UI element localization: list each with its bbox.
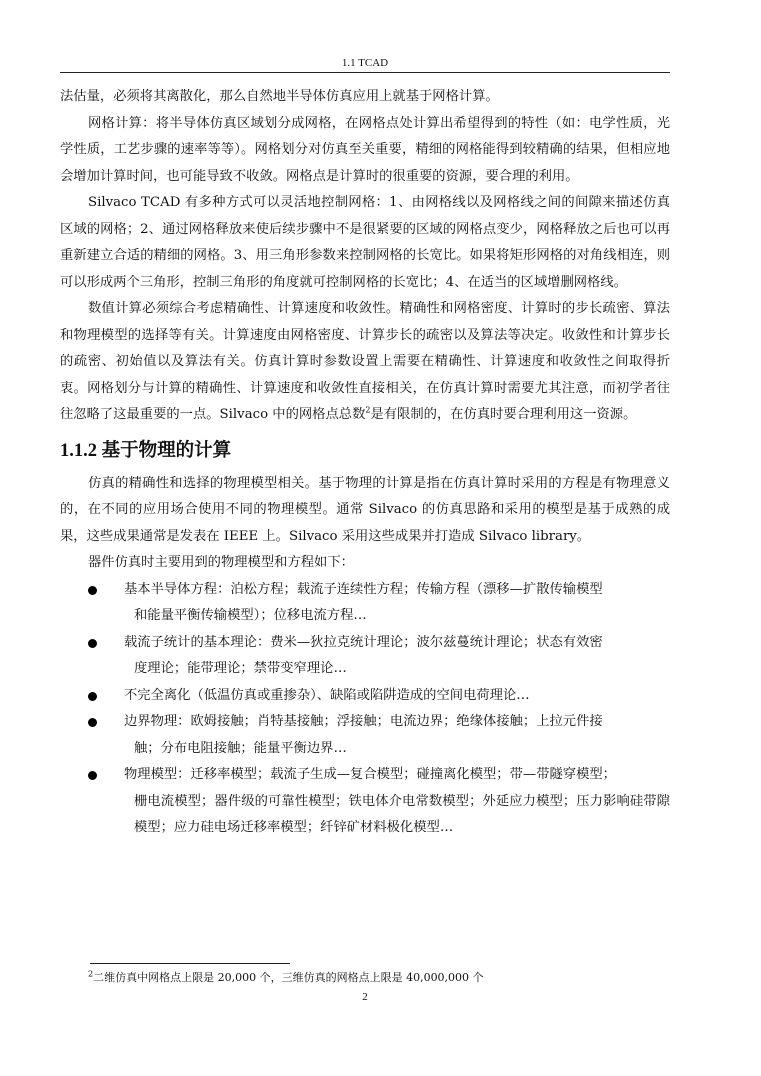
list-item-line1: 不完全离化（低温仿真或重掺杂）、缺陷或陷阱造成的空间电荷理论…: [124, 687, 530, 703]
list-item: [60, 683, 670, 710]
paragraph-1: 法估量，必须将其离散化，那么自然地半导体仿真应用上就基于网格计算。: [60, 89, 499, 104]
page-number: 2: [362, 991, 368, 1003]
bullet-icon: [88, 771, 97, 780]
list-item-line1: 载流子统计的基本理论：费米—狄拉克统计理论；波尔兹蔓统计理论；状态有效密: [124, 634, 603, 650]
bullet-icon: [88, 639, 97, 648]
paragraph-2: 网格计算：将半导体仿真区域划分成网格，在网格点处计算出希望得到的特性（如：电学性质，光学性质，工艺步骤的速率等等）。网格划分对仿真至关重要，精细的网格能得到较精确的结果，但相应地会增加计算时间，也可能导致不收敛。网格点是计算时的很重要的资源，要合理的利用。: [60, 115, 670, 184]
footnote-divider: [90, 963, 290, 964]
list-item: [60, 577, 670, 630]
paragraph-6: 器件仿真时主要用到的物理模型和方程如下：: [88, 555, 354, 570]
footnote-marker: 2: [88, 969, 94, 979]
paragraph-3: Silvaco TCAD 有多种方式可以灵活地控制网格：1、由网格线以及网格线之间的间隙来描述仿真区域的网格；2、通过网格释放来使后续步骤中不是很紧要的区域的网格点变少，网格释放之后也可以再重新建立合适的精细的网格。3、用三角形参数来控制网格的长宽比。如果将矩形网格的对角线相连，则可以形成两个三角形，控制三角形的角度就可控制网格的长宽比；4、在适当的区域增删网格线。: [60, 195, 670, 290]
list-item-rest: 度理论；能带理论；禁带变窄理论…: [134, 661, 347, 676]
list-item-line1: 物理模型：迁移率模型；载流子生成—复合模型；碰撞离化模型；带—带隧穿模型；: [124, 767, 616, 782]
list-item-rest: 触；分布电阻接触；能量平衡边界…: [134, 740, 347, 756]
paragraph-5: 仿真的精确性和选择的物理模型相关。基于物理的计算是指在仿真计算时采用的方程是有物理意义的，在不同的应用场合使用不同的物理模型。通常 Silvaco 的仿真思路和采用的模型是基于成熟的成果，这些成果通常是发表在 IEEE 上。Silvaco 采用这些成果并打造成 Silvaco library。: [60, 475, 670, 544]
paragraph-4-text: 数值计算必须综合考虑精确性、计算速度和收敛性。精确性和网格密度、计算时的步长疏密、算法和物理模型的选择等有关。计算速度由网格密度、计算步长的疏密以及算法等决定。收敛性和计算步长的疏密、初始值以及算法有关。仿真计算时参数设置上需要在精确性、计算速度和收敛性之间取得折衷。网格划分与计算的精确性、计算速度和收敛性直接相关，在仿真计算时需要尤其注意，而初学者往往忽略了这最重要的一点。Silvaco 中的网格点总数: [60, 301, 670, 422]
list-item-rest: 和能量平衡传输模型）；位移电流方程…: [134, 608, 367, 623]
page-body: [60, 84, 670, 842]
footnote: [88, 970, 668, 985]
list-item: [60, 630, 670, 683]
paragraph-4-tail: 是有限制的，在仿真时要合理利用这一资源。: [370, 407, 637, 422]
model-list: [60, 577, 670, 842]
footnote-text: 二维仿真中网格点上限是 20,000 个，三维仿真的网格点上限是 40,000,000 个: [93, 971, 484, 984]
bullet-icon: [88, 586, 97, 595]
bullet-icon: [88, 718, 97, 727]
paragraph-4: [60, 296, 670, 429]
list-item: [60, 762, 670, 842]
list-item-line1: 边界物理：欧姆接触；肖特基接触；浮接触；电流边界；绝缘体接触；上拉元件接: [124, 714, 603, 729]
footnote-reference[interactable]: 2: [365, 405, 371, 415]
list-item: [60, 709, 670, 762]
section-heading: 1.1.2 基于物理的计算: [60, 440, 232, 461]
bullet-icon: [88, 692, 97, 701]
header-divider: [60, 72, 670, 73]
list-item-rest: 栅电流模型；器件级的可靠性模型；铁电体介电常数模型；外延应力模型；压力影响硅带隙模型；应力硅电场迁移率模型；纤锌矿材料极化模型…: [134, 793, 670, 835]
running-header: 1.1 TCAD: [341, 57, 389, 69]
list-item-line1: 基本半导体方程：泊松方程；载流子连续性方程；传输方程（漂移—扩散传输模型: [124, 581, 603, 597]
